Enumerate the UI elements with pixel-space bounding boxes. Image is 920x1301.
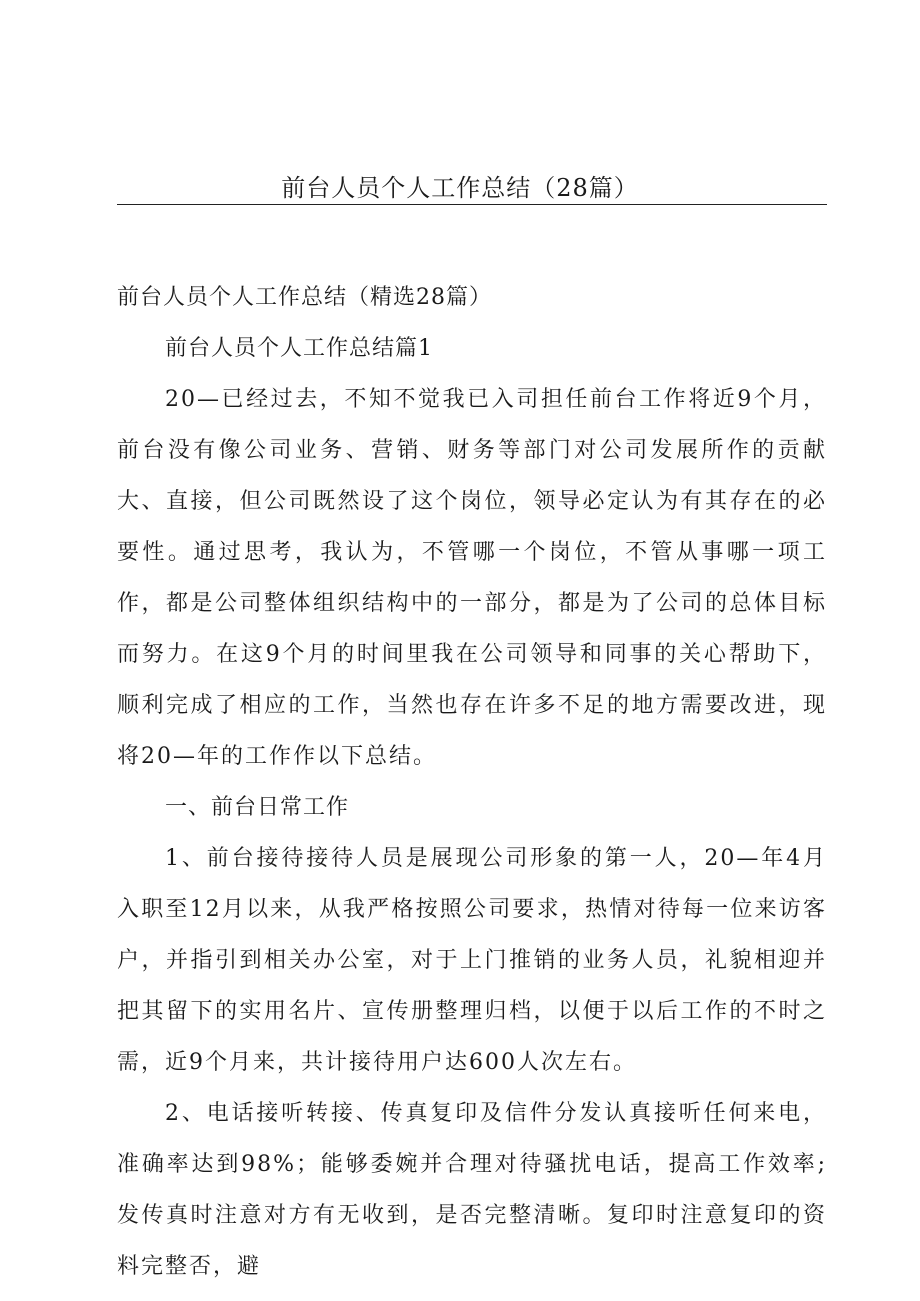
title-divider	[117, 204, 827, 205]
document-subtitle: 前台人员个人工作总结（精选28篇）	[117, 285, 492, 310]
document-body	[117, 272, 827, 1292]
document-title: 前台人员个人工作总结（28篇）	[281, 174, 639, 202]
section-heading: 前台人员个人工作总结篇1	[165, 336, 433, 361]
paragraph-heading-daily-work: 一、前台日常工作	[165, 795, 350, 820]
paragraph-phone-fax: 2、电话接听转接、传真复印及信件分发认真接听任何来电，准确率达到98%；能够委婉并合理对待骚扰电话，提高工作效率;发传真时注意对方有无收到，是否完整清晰。复印时注意复印的资料完整否，避	[117, 1101, 827, 1279]
paragraph-intro: 20—已经过去，不知不觉我已入司担任前台工作将近9个月，前台没有像公司业务、营销、财务等部门对公司发展所作的贡献大、直接，但公司既然设了这个岗位，领导必定认为有其存在的必要性。通过思考，我认为，不管哪一个岗位，不管从事哪一项工作，都是公司整体组织结构中的一部分，都是为了公司的总体目标而努力。在这9个月的时间里我在公司领导和同事的关心帮助下，顺利完成了相应的工作，当然也存在许多不足的地方需要改进，现将20—年的工作作以下总结。	[117, 387, 827, 769]
paragraph-reception: 1、前台接待接待人员是展现公司形象的第一人，20—年4月入职至12月以来，从我严格按照公司要求，热情对待每一位来访客户，并指引到相关办公室，对于上门推销的业务人员，礼貌相迎并把其留下的实用名片、宣传册整理归档，以便于以后工作的不时之需，近9个月来，共计接待用户达600人次左右。	[117, 846, 827, 1075]
